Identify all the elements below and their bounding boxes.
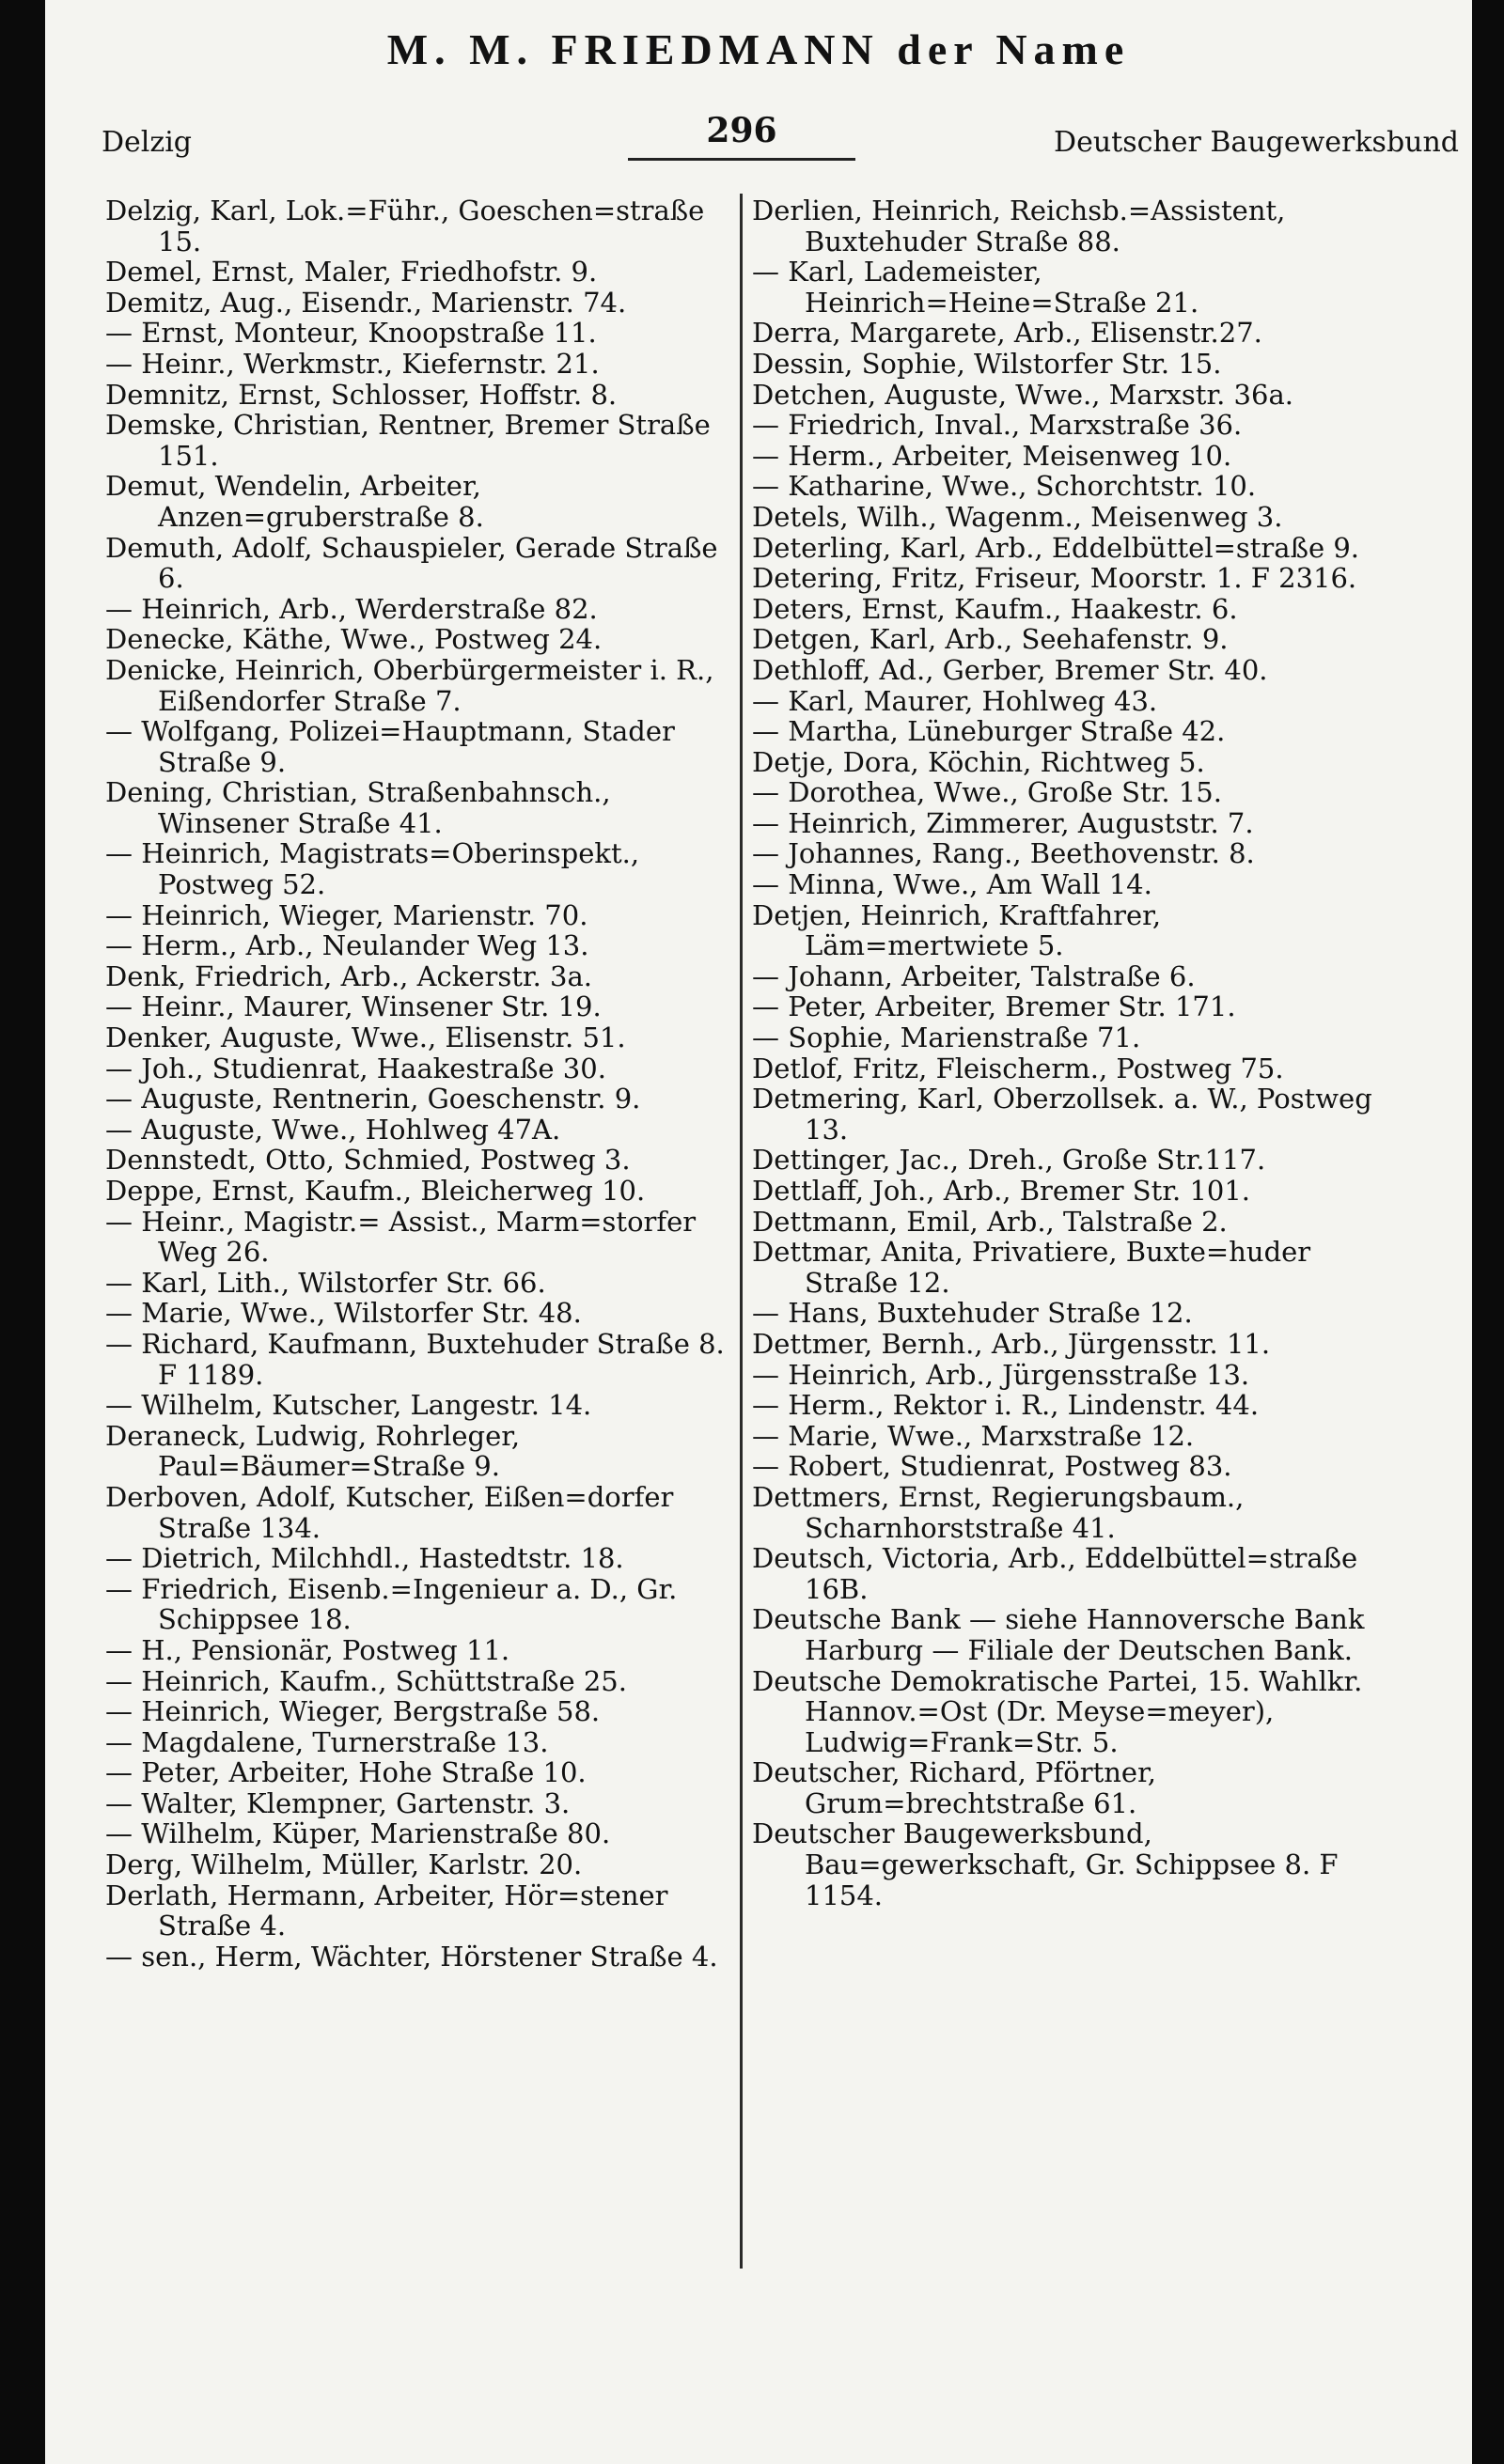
directory-entry: Derlath, Hermann, Arbeiter, Hör=stener Straße 4. [105, 1879, 668, 1942]
directory-entry: — Auguste, Rentnerin, Goeschenstr. 9. [105, 1083, 641, 1115]
directory-entry: — Herm., Rektor i. R., Lindenstr. 44. [752, 1389, 1260, 1422]
directory-entry: — Karl, Lademeister, Heinrich=Heine=Straße 21. [752, 256, 1199, 319]
directory-entry: — Karl, Maurer, Hohlweg 43. [752, 684, 1158, 717]
directory-entry: Demuth, Adolf, Schauspieler, Gerade Straße 6. [105, 531, 718, 595]
directory-entry: — Richard, Kaufmann, Buxtehuder Straße 8. F 1189. [105, 1327, 725, 1391]
directory-entry: Deutscher, Richard, Pförtner, Grum=brechtstraße 61. [752, 1756, 1156, 1819]
directory-entry: — Martha, Lüneburger Straße 42. [752, 715, 1226, 748]
directory-entry: Deutsch, Victoria, Arb., Eddelbüttel=straße 16B. [752, 1542, 1358, 1605]
directory-entry: Deraneck, Ludwig, Rohrleger, Paul=Bäumer=Straße 9. [105, 1419, 521, 1483]
directory-entry: — sen., Herm, Wächter, Hörstener Straße 4. [105, 1940, 718, 1973]
directory-entry: Derg, Wilhelm, Müller, Karlstr. 20. [105, 1848, 583, 1881]
directory-entry: Detering, Fritz, Friseur, Moorstr. 1. F 2316. [752, 562, 1357, 595]
directory-entry: Denicke, Heinrich, Oberbürgermeister i. R., Eißendorfer Straße 7. [105, 653, 714, 717]
directory-entry: — Friedrich, Inval., Marxstraße 36. [752, 409, 1243, 442]
directory-entry: — Herm., Arb., Neulander Weg 13. [105, 929, 589, 962]
running-head-left: Delzig [102, 126, 193, 159]
running-head-right: Deutscher Baugewerksbund [1054, 126, 1459, 159]
directory-entry: — Heinrich, Zimmerer, Auguststr. 7. [752, 806, 1254, 839]
directory-entry: Deterling, Karl, Arb., Eddelbüttel=straße 9. [752, 531, 1360, 564]
directory-entry: Detjen, Heinrich, Kraftfahrer, Läm=mertwiete 5. [752, 898, 1162, 962]
directory-entry: Derlien, Heinrich, Reichsb.=Assistent, Buxtehuder Straße 88. [752, 195, 1286, 257]
directory-entry: Denk, Friedrich, Arb., Ackerstr. 3a. [105, 959, 592, 992]
directory-entry: — Heinr., Werkmstr., Kiefernstr. 21. [105, 347, 600, 380]
directory-entry: Detels, Wilh., Wagenm., Meisenweg 3. [752, 500, 1283, 533]
directory-entry: — Auguste, Wwe., Hohlweg 47A. [105, 1113, 561, 1146]
column-divider [740, 194, 743, 2269]
directory-entry: Dettlaff, Joh., Arb., Bremer Str. 101. [752, 1175, 1251, 1207]
left-column [105, 195, 728, 1972]
directory-entry: Dettmers, Ernst, Regierungsbaum., Scharnhorststraße 41. [752, 1480, 1245, 1544]
directory-entry: Detlof, Fritz, Fleischerm., Postweg 75. [752, 1052, 1284, 1084]
directory-entry: Dettmann, Emil, Arb., Talstraße 2. [752, 1205, 1228, 1238]
directory-entry: Denker, Auguste, Wwe., Elisenstr. 51. [105, 1021, 626, 1054]
directory-entry: — Heinr., Magistr.= Assist., Marm=storfer Weg 26. [105, 1205, 697, 1269]
directory-entry: — Peter, Arbeiter, Hohe Straße 10. [105, 1756, 587, 1789]
directory-entry: — Friedrich, Eisenb.=Ingenieur a. D., Gr. Schippsee 18. [105, 1572, 678, 1636]
directory-entry: Deutsche Demokratische Partei, 15. Wahlkr. Hannov.=Ost (Dr. Meyse=meyer), Ludwig=Frank=Str. 5. [752, 1664, 1363, 1758]
directory-entry: — Ernst, Monteur, Knoopstraße 11. [105, 317, 597, 350]
directory-entry: — Robert, Studienrat, Postweg 83. [752, 1450, 1232, 1483]
directory-entry: — Karl, Lith., Wilstorfer Str. 66. [105, 1266, 546, 1299]
directory-entry: Demske, Christian, Rentner, Bremer Straße 151. [105, 409, 711, 472]
directory-entry: Delzig, Karl, Lok.=Führ., Goeschen=straße 15. [105, 195, 705, 257]
page-number: 296 [628, 111, 855, 161]
directory-entry: — Hans, Buxtehuder Straße 12. [752, 1297, 1193, 1330]
directory-entry: — Johann, Arbeiter, Talstraße 6. [752, 959, 1196, 992]
directory-entry: — Johannes, Rang., Beethovenstr. 8. [752, 837, 1255, 870]
directory-entry: Dettinger, Jac., Dreh., Große Str.117. [752, 1144, 1266, 1177]
directory-entry: — H., Pensionär, Postweg 11. [105, 1633, 510, 1666]
directory-entry: — Walter, Klempner, Gartenstr. 3. [105, 1786, 571, 1819]
directory-entry: — Peter, Arbeiter, Bremer Str. 171. [752, 990, 1236, 1023]
directory-entry: Denecke, Käthe, Wwe., Postweg 24. [105, 623, 603, 656]
directory-entry: Dethloff, Ad., Gerber, Bremer Str. 40. [752, 653, 1268, 686]
directory-entry: — Dorothea, Wwe., Große Str. 15. [752, 776, 1222, 809]
directory-entry: Demut, Wendelin, Arbeiter, Anzen=gruberstraße 8. [105, 470, 484, 533]
directory-entry: Derra, Margarete, Arb., Elisenstr.27. [752, 317, 1262, 350]
directory-entry: — Dietrich, Milchhdl., Hastedtstr. 18. [105, 1542, 624, 1575]
directory-entry: — Heinrich, Arb., Jürgensstraße 13. [752, 1358, 1250, 1391]
directory-entry: — Wilhelm, Kutscher, Langestr. 14. [105, 1389, 592, 1422]
directory-entry: — Herm., Arbeiter, Meisenweg 10. [752, 439, 1232, 472]
directory-page [45, 0, 1472, 2464]
directory-entry: Dening, Christian, Straßenbahnsch., Winsener Straße 41. [105, 776, 611, 839]
right-column [752, 195, 1374, 1910]
directory-entry: Deters, Ernst, Kaufm., Haakestr. 6. [752, 592, 1238, 625]
directory-entry: Deutscher Baugewerksbund, Bau=gewerkschaft, Gr. Schippsee 8. F 1154. [752, 1817, 1339, 1911]
directory-entry: Dettmer, Bernh., Arb., Jürgensstr. 11. [752, 1327, 1271, 1360]
directory-entry: — Magdalene, Turnerstraße 13. [105, 1725, 549, 1758]
directory-entry: Deutsche Bank — siehe Hannoversche Bank Harburg — Filiale der Deutschen Bank. [752, 1603, 1365, 1666]
directory-entry: Dessin, Sophie, Wilstorfer Str. 15. [752, 347, 1222, 380]
directory-entry: — Heinrich, Magistrats=Oberinspekt., Postweg 52. [105, 837, 640, 901]
directory-entry: Demitz, Aug., Eisendr., Marienstr. 74. [105, 286, 627, 319]
directory-entry: — Marie, Wwe., Marxstraße 12. [752, 1419, 1195, 1452]
directory-entry: Derboven, Adolf, Kutscher, Eißen=dorfer Straße 134. [105, 1480, 674, 1544]
directory-entry: — Heinrich, Wieger, Bergstraße 58. [105, 1695, 601, 1728]
directory-entry: Detchen, Auguste, Wwe., Marxstr. 36a. [752, 378, 1293, 411]
directory-entry: — Wolfgang, Polizei=Hauptmann, Stader Straße 9. [105, 715, 675, 778]
directory-entry: — Heinr., Maurer, Winsener Str. 19. [105, 990, 602, 1023]
directory-entry: — Wilhelm, Küper, Marienstraße 80. [105, 1817, 611, 1850]
directory-entry: — Joh., Studienrat, Haakestraße 30. [105, 1052, 606, 1084]
directory-entry: — Heinrich, Wieger, Marienstr. 70. [105, 898, 588, 931]
directory-entry: Dennstedt, Otto, Schmied, Postweg 3. [105, 1144, 631, 1177]
directory-entry: Detgen, Karl, Arb., Seehafenstr. 9. [752, 623, 1229, 656]
directory-entry: — Minna, Wwe., Am Wall 14. [752, 868, 1152, 901]
directory-entry: Detje, Dora, Köchin, Richtweg 5. [752, 745, 1205, 778]
directory-entry: — Marie, Wwe., Wilstorfer Str. 48. [105, 1297, 582, 1330]
directory-entry: — Katharine, Wwe., Schorchtstr. 10. [752, 470, 1257, 503]
page-title: M. M. FRIEDMANN der Name [386, 25, 1131, 73]
directory-entry: Demel, Ernst, Maler, Friedhofstr. 9. [105, 256, 598, 289]
directory-entry: — Heinrich, Kaufm., Schüttstraße 25. [105, 1664, 627, 1697]
directory-entry: Demnitz, Ernst, Schlosser, Hoffstr. 8. [105, 378, 618, 411]
directory-entry: — Sophie, Marienstraße 71. [752, 1021, 1141, 1054]
directory-entry: Detmering, Karl, Oberzollsek. a. W., Postweg 13. [752, 1083, 1372, 1146]
directory-entry: Deppe, Ernst, Kaufm., Bleicherweg 10. [105, 1175, 646, 1207]
directory-entry: — Heinrich, Arb., Werderstraße 82. [105, 592, 598, 625]
directory-entry: Dettmar, Anita, Privatiere, Buxte=huder Straße 12. [752, 1236, 1311, 1299]
